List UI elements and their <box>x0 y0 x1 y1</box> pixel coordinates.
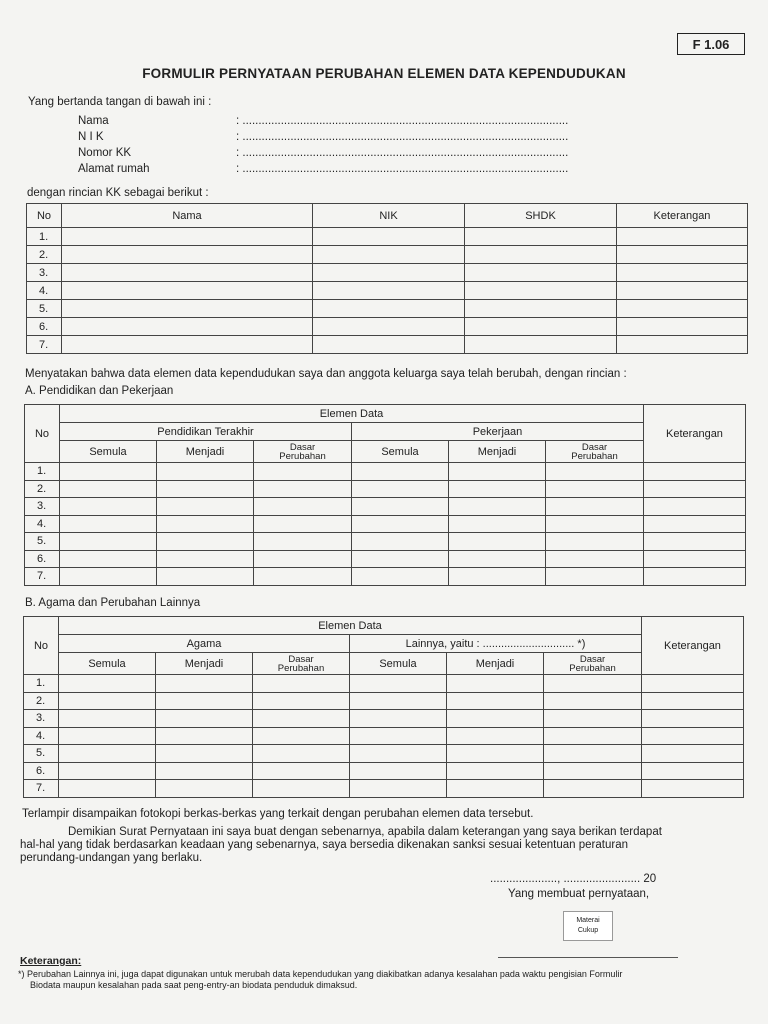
kk-cell[interactable] <box>313 264 465 282</box>
field-label-alamat: Alamat rumah <box>78 163 150 175</box>
kk-cell[interactable] <box>62 336 313 354</box>
a-header-semula-1: Semula <box>60 441 157 463</box>
b-table-row <box>24 762 744 780</box>
a-cell[interactable] <box>449 568 546 586</box>
b-cell[interactable] <box>59 675 156 693</box>
a-table-row <box>25 463 746 481</box>
a-cell[interactable] <box>352 533 449 551</box>
b-header-keterangan: Keterangan <box>642 617 744 675</box>
b-header-elemen-data: Elemen Data <box>59 617 642 635</box>
notes-heading: Keterangan: <box>20 955 82 967</box>
a-cell[interactable] <box>60 533 157 551</box>
b-cell[interactable] <box>253 745 350 763</box>
kk-cell[interactable] <box>617 264 748 282</box>
kk-cell[interactable] <box>62 318 313 336</box>
kk-cell[interactable] <box>465 264 617 282</box>
a-cell[interactable] <box>157 463 254 481</box>
a-cell[interactable] <box>644 498 746 516</box>
closing-line-3: perundang-undangan yang berlaku. <box>20 852 203 864</box>
kk-cell[interactable] <box>62 300 313 318</box>
a-cell[interactable] <box>157 480 254 498</box>
b-cell[interactable] <box>156 692 253 710</box>
b-header-semula-2: Semula <box>350 653 447 675</box>
kk-cell[interactable] <box>617 336 748 354</box>
b-cell[interactable] <box>544 692 642 710</box>
dasar-label: Dasar <box>288 653 314 665</box>
kk-cell[interactable] <box>465 336 617 354</box>
row-number: 5. <box>24 745 59 763</box>
kk-header-keterangan: Keterangan <box>617 204 748 228</box>
b-cell[interactable] <box>642 745 744 763</box>
b-cell[interactable] <box>447 710 544 728</box>
row-number: 6. <box>25 550 60 568</box>
field-label-nomor-kk: Nomor KK <box>78 147 132 159</box>
b-table-row <box>24 692 744 710</box>
a-cell[interactable] <box>157 533 254 551</box>
a-table-row <box>25 480 746 498</box>
b-cell[interactable] <box>544 745 642 763</box>
row-number: 4. <box>25 515 60 533</box>
row-number: 6. <box>24 762 59 780</box>
a-cell[interactable] <box>352 568 449 586</box>
materai-label: Materai <box>576 917 600 924</box>
b-cell[interactable] <box>156 745 253 763</box>
b-cell[interactable] <box>447 675 544 693</box>
a-cell[interactable] <box>157 498 254 516</box>
kk-cell[interactable] <box>313 300 465 318</box>
a-cell[interactable] <box>644 550 746 568</box>
kk-table-row <box>27 300 748 318</box>
a-cell[interactable] <box>352 515 449 533</box>
a-table-row <box>25 498 746 516</box>
b-cell[interactable] <box>350 675 447 693</box>
a-cell[interactable] <box>449 480 546 498</box>
b-table-row <box>24 745 744 763</box>
a-header-dasar-1 <box>254 441 352 463</box>
kk-cell[interactable] <box>465 228 617 246</box>
b-cell[interactable] <box>447 762 544 780</box>
a-cell[interactable] <box>546 463 644 481</box>
a-cell[interactable] <box>254 480 352 498</box>
b-header-dasar-1 <box>253 653 350 675</box>
a-cell[interactable] <box>644 568 746 586</box>
a-header-elemen-data: Elemen Data <box>60 405 644 423</box>
a-cell[interactable] <box>60 550 157 568</box>
b-header-semula-1: Semula <box>59 653 156 675</box>
b-cell[interactable] <box>350 762 447 780</box>
a-cell[interactable] <box>60 480 157 498</box>
a-cell[interactable] <box>157 568 254 586</box>
b-cell[interactable] <box>59 692 156 710</box>
row-number: 1. <box>25 463 60 481</box>
b-cell[interactable] <box>350 692 447 710</box>
field-value-nama: : ...................................................................................................... <box>236 115 569 127</box>
kk-cell[interactable] <box>62 264 313 282</box>
kk-cell[interactable] <box>617 228 748 246</box>
b-cell[interactable] <box>544 762 642 780</box>
perubahan-label: Perubahan <box>569 662 616 674</box>
b-cell[interactable] <box>156 675 253 693</box>
a-header-menjadi-1: Menjadi <box>157 441 254 463</box>
row-number: 1. <box>27 228 62 246</box>
closing-line-1: Demikian Surat Pernyataan ini saya buat dengan sebenarnya, apabila dalam keterangan yang saya berikan terdapat <box>68 826 662 838</box>
dasar-label: Dasar <box>579 653 606 665</box>
row-number: 7. <box>24 780 59 798</box>
a-cell[interactable] <box>254 463 352 481</box>
b-cell[interactable] <box>253 780 350 798</box>
field-value-nik: : ...................................................................................................... <box>236 131 569 143</box>
b-cell[interactable] <box>642 675 744 693</box>
b-cell[interactable] <box>642 727 744 745</box>
row-number: 7. <box>27 336 62 354</box>
row-number: 7. <box>25 568 60 586</box>
b-cell[interactable] <box>350 780 447 798</box>
a-header-pekerjaan: Pekerjaan <box>352 423 644 441</box>
b-cell[interactable] <box>642 780 744 798</box>
a-cell[interactable] <box>449 498 546 516</box>
row-number: 5. <box>27 300 62 318</box>
row-number: 4. <box>27 282 62 300</box>
row-number: 2. <box>24 692 59 710</box>
intro-text: Yang bertanda tangan di bawah ini : <box>28 96 212 108</box>
a-header-dasar-2 <box>546 441 644 463</box>
note-line-1: *) Perubahan Lainnya ini, juga dapat digunakan untuk merubah data kependudukan yang diakibatkan adanya kesalahan pada waktu pengisian Formulir <box>18 969 623 979</box>
materai-stamp-box <box>563 911 613 941</box>
field-value-nomor-kk: : ...................................................................................................... <box>236 147 569 159</box>
cukup-label: Cukup <box>577 927 599 934</box>
b-cell[interactable] <box>544 727 642 745</box>
a-cell[interactable] <box>352 550 449 568</box>
a-table-row <box>25 515 746 533</box>
kk-cell[interactable] <box>465 282 617 300</box>
a-header-pendidikan: Pendidikan Terakhir <box>60 423 352 441</box>
kk-table-row <box>27 228 748 246</box>
b-header-lainnya: Lainnya, yaitu : .............................. *) <box>350 635 642 653</box>
kk-header-nama: Nama <box>62 204 313 228</box>
kk-cell[interactable] <box>465 246 617 264</box>
dasar-label: Dasar <box>581 441 608 453</box>
a-header-keterangan: Keterangan <box>644 405 746 463</box>
row-number: 4. <box>24 727 59 745</box>
attachment-note: Terlampir disampaikan fotokopi berkas-berkas yang terkait dengan perubahan elemen data tersebut. <box>22 808 534 820</box>
a-cell[interactable] <box>644 515 746 533</box>
a-table-row <box>25 533 746 551</box>
row-number: 6. <box>27 318 62 336</box>
a-cell[interactable] <box>546 568 644 586</box>
kk-intro-text: dengan rincian KK sebagai berikut : <box>27 187 209 199</box>
b-cell[interactable] <box>544 710 642 728</box>
b-cell[interactable] <box>253 692 350 710</box>
a-cell[interactable] <box>254 515 352 533</box>
b-cell[interactable] <box>156 780 253 798</box>
kk-cell[interactable] <box>62 282 313 300</box>
b-header-menjadi-1: Menjadi <box>156 653 253 675</box>
b-cell[interactable] <box>350 710 447 728</box>
kk-table <box>26 203 748 354</box>
row-number: 3. <box>27 264 62 282</box>
perubahan-label: Perubahan <box>279 450 326 462</box>
b-cell[interactable] <box>544 675 642 693</box>
b-table-row <box>24 780 744 798</box>
b-cell[interactable] <box>447 745 544 763</box>
b-cell[interactable] <box>59 710 156 728</box>
a-cell[interactable] <box>157 515 254 533</box>
a-cell[interactable] <box>546 480 644 498</box>
kk-cell[interactable] <box>62 228 313 246</box>
closing-line-2: hal-hal yang tidak berdasarkan keadaan yang sebenarnya, saya bersedia dikenakan sanksi sesuai ketentuan peraturan <box>20 839 628 851</box>
a-cell[interactable] <box>254 550 352 568</box>
field-label-nama: Nama <box>78 115 109 127</box>
a-cell[interactable] <box>546 498 644 516</box>
b-cell[interactable] <box>447 692 544 710</box>
b-cell[interactable] <box>642 762 744 780</box>
b-cell[interactable] <box>642 692 744 710</box>
a-cell[interactable] <box>254 533 352 551</box>
a-cell[interactable] <box>60 515 157 533</box>
b-cell[interactable] <box>156 727 253 745</box>
kk-cell[interactable] <box>465 318 617 336</box>
perubahan-label: Perubahan <box>277 662 325 674</box>
signatory-label: Yang membuat pernyataan, <box>508 888 650 900</box>
section-a-title: A. Pendidikan dan Pekerjaan <box>25 385 174 397</box>
b-cell[interactable] <box>253 762 350 780</box>
b-cell[interactable] <box>59 762 156 780</box>
b-cell[interactable] <box>156 762 253 780</box>
kk-cell[interactable] <box>313 228 465 246</box>
a-cell[interactable] <box>60 568 157 586</box>
kk-cell[interactable] <box>313 246 465 264</box>
perubahan-label: Perubahan <box>571 450 618 462</box>
b-cell[interactable] <box>447 780 544 798</box>
a-cell[interactable] <box>449 515 546 533</box>
b-cell[interactable] <box>253 727 350 745</box>
a-cell[interactable] <box>352 480 449 498</box>
a-cell[interactable] <box>546 533 644 551</box>
kk-cell[interactable] <box>617 300 748 318</box>
b-header-agama: Agama <box>59 635 350 653</box>
a-cell[interactable] <box>644 480 746 498</box>
kk-cell[interactable] <box>465 300 617 318</box>
a-header-no: No <box>25 405 60 463</box>
kk-table-row <box>27 336 748 354</box>
kk-cell[interactable] <box>617 318 748 336</box>
a-cell[interactable] <box>644 463 746 481</box>
a-header-semula-2: Semula <box>352 441 449 463</box>
a-cell[interactable] <box>449 463 546 481</box>
form-code-box: F 1.06 <box>677 33 745 55</box>
b-cell[interactable] <box>350 745 447 763</box>
note-line-2: Biodata maupun kesalahan pada saat peng-entry-an biodata penduduk dimaksud. <box>30 980 358 990</box>
field-label-nik: N I K <box>78 131 104 143</box>
b-cell[interactable] <box>544 780 642 798</box>
kk-table-row <box>27 264 748 282</box>
kk-cell[interactable] <box>313 318 465 336</box>
b-header-menjadi-2: Menjadi <box>447 653 544 675</box>
kk-header-nik: NIK <box>313 204 465 228</box>
b-cell[interactable] <box>350 727 447 745</box>
section-b-title: B. Agama dan Perubahan Lainnya <box>25 597 201 609</box>
a-cell[interactable] <box>60 463 157 481</box>
a-cell[interactable] <box>449 533 546 551</box>
kk-table-row <box>27 246 748 264</box>
kk-cell[interactable] <box>617 246 748 264</box>
kk-cell[interactable] <box>617 282 748 300</box>
a-cell[interactable] <box>546 550 644 568</box>
a-cell[interactable] <box>352 463 449 481</box>
kk-header-shdk: SHDK <box>465 204 617 228</box>
a-cell[interactable] <box>157 550 254 568</box>
b-cell[interactable] <box>447 727 544 745</box>
b-header-dasar-2 <box>544 653 642 675</box>
a-cell[interactable] <box>60 498 157 516</box>
kk-table-row <box>27 282 748 300</box>
b-cell[interactable] <box>642 710 744 728</box>
b-table-row <box>24 727 744 745</box>
b-header-no: No <box>24 617 59 675</box>
a-cell[interactable] <box>644 533 746 551</box>
row-number: 1. <box>24 675 59 693</box>
a-cell[interactable] <box>254 498 352 516</box>
a-header-menjadi-2: Menjadi <box>449 441 546 463</box>
row-number: 3. <box>24 710 59 728</box>
b-cell[interactable] <box>59 727 156 745</box>
section-a-table <box>24 404 746 586</box>
statement-text: Menyatakan bahwa data elemen data kependudukan saya dan anggota keluarga saya telah berubah, dengan rincian : <box>25 368 627 380</box>
row-number: 2. <box>27 246 62 264</box>
b-table-row <box>24 675 744 693</box>
signature-line[interactable] <box>498 957 678 958</box>
b-table-row <box>24 710 744 728</box>
b-cell[interactable] <box>59 780 156 798</box>
row-number: 3. <box>25 498 60 516</box>
section-b-table <box>23 616 744 798</box>
a-cell[interactable] <box>546 515 644 533</box>
a-table-row <box>25 550 746 568</box>
kk-table-row <box>27 318 748 336</box>
b-cell[interactable] <box>59 745 156 763</box>
a-cell[interactable] <box>254 568 352 586</box>
dasar-label: Dasar <box>289 441 316 453</box>
a-cell[interactable] <box>449 550 546 568</box>
b-cell[interactable] <box>253 675 350 693</box>
kk-header-no: No <box>27 204 62 228</box>
kk-cell[interactable] <box>313 282 465 300</box>
field-value-alamat: : ...................................................................................................... <box>236 163 569 175</box>
b-cell[interactable] <box>253 710 350 728</box>
kk-cell[interactable] <box>313 336 465 354</box>
row-number: 5. <box>25 533 60 551</box>
row-number: 2. <box>25 480 60 498</box>
a-cell[interactable] <box>352 498 449 516</box>
b-cell[interactable] <box>156 710 253 728</box>
a-table-row <box>25 568 746 586</box>
kk-cell[interactable] <box>62 246 313 264</box>
place-date: ....................., ........................ 20 <box>490 873 657 885</box>
form-title: FORMULIR PERNYATAAN PERUBAHAN ELEMEN DATA KEPENDUDUKAN <box>142 66 626 81</box>
